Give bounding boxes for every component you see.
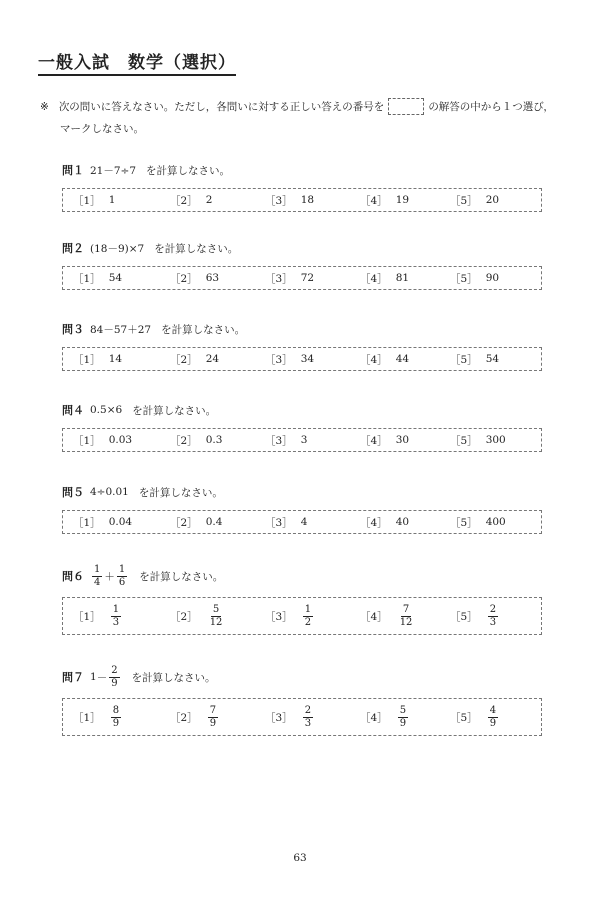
question-instruction: を計算しなさい。 — [146, 164, 231, 177]
option-value: 54 — [485, 353, 500, 365]
option-value: 24 — [205, 353, 220, 365]
option-2[interactable] — [170, 604, 265, 629]
option-3[interactable] — [265, 604, 360, 629]
option-3[interactable] — [265, 515, 360, 530]
question-label: 問４ — [62, 404, 84, 417]
option-fraction — [111, 705, 121, 730]
operator: ＋ — [104, 570, 115, 583]
operator: － — [96, 671, 108, 684]
answer-options — [62, 698, 542, 736]
question-5 — [62, 482, 542, 534]
question-2 — [62, 238, 542, 290]
denominator: 3 — [112, 616, 120, 628]
denominator: 12 — [209, 616, 223, 628]
denominator: 4 — [94, 576, 101, 588]
question-label: 問７ — [62, 671, 84, 684]
option-4[interactable] — [360, 604, 450, 629]
option-3[interactable] — [265, 352, 360, 367]
answer-options — [62, 188, 542, 212]
option-number: ［5］ — [450, 194, 478, 207]
option-2[interactable] — [170, 352, 265, 367]
option-value: 14 — [108, 353, 123, 365]
question-expression: 0.5×6 — [90, 404, 123, 416]
option-number: ［2］ — [170, 272, 198, 285]
option-number: ［5］ — [450, 610, 478, 623]
answer-options — [62, 510, 542, 534]
numerator: 1 — [304, 603, 312, 615]
question-expression — [90, 665, 216, 690]
option-fraction — [398, 604, 415, 629]
option-value: 81 — [395, 272, 410, 284]
page-number: 63 — [293, 852, 307, 864]
fraction — [117, 564, 127, 589]
option-value: 90 — [485, 272, 500, 284]
numerator: 8 — [112, 704, 120, 716]
numerator: 5 — [212, 603, 220, 615]
question-expression: 84－57＋27 — [90, 323, 152, 336]
option-4[interactable] — [360, 705, 450, 730]
option-number: ［5］ — [450, 353, 478, 366]
page-title: 一般入試 数学（選択） — [38, 48, 236, 76]
denominator: 3 — [489, 616, 497, 628]
question-3 — [62, 319, 542, 371]
option-number: ［1］ — [73, 194, 101, 207]
option-number: ［3］ — [265, 353, 293, 366]
question-label: 問３ — [62, 323, 84, 336]
instructions-part3: マークしなさい。 — [60, 123, 144, 135]
option-number: ［2］ — [170, 194, 198, 207]
question-instruction: を計算しなさい。 — [132, 404, 217, 417]
whole-number: 1 — [90, 671, 97, 683]
option-number: ［4］ — [360, 272, 388, 285]
question-label: 問２ — [62, 242, 84, 255]
option-number: ［1］ — [73, 610, 101, 623]
option-number: ［4］ — [360, 353, 388, 366]
denominator: 6 — [118, 576, 126, 588]
question-label: 問５ — [62, 486, 84, 499]
option-number: ［5］ — [450, 711, 478, 724]
option-number: ［3］ — [265, 434, 293, 447]
option-5[interactable] — [450, 271, 499, 286]
option-number: ［3］ — [265, 711, 293, 724]
option-number: ［2］ — [170, 610, 198, 623]
answer-options — [62, 266, 542, 290]
numerator: 1 — [118, 563, 126, 575]
question-4 — [62, 400, 542, 452]
option-value: 2 — [205, 194, 213, 206]
option-value: 44 — [395, 353, 410, 365]
question-label: 問６ — [62, 570, 84, 583]
option-1[interactable] — [73, 705, 170, 730]
option-5[interactable] — [450, 705, 500, 730]
option-5[interactable] — [450, 515, 506, 530]
option-number: ［2］ — [170, 516, 198, 529]
numerator: 2 — [304, 704, 312, 716]
option-value: 20 — [485, 194, 500, 206]
answer-options — [62, 428, 542, 452]
option-value: 0.3 — [205, 434, 223, 446]
option-4[interactable] — [360, 271, 450, 286]
option-2[interactable] — [170, 433, 265, 448]
option-5[interactable] — [450, 193, 499, 208]
option-value: 40 — [395, 516, 410, 528]
numerator: 2 — [111, 664, 118, 676]
option-2[interactable] — [170, 515, 265, 530]
option-value: 1 — [108, 194, 116, 206]
option-1[interactable] — [73, 352, 170, 367]
option-number: ［3］ — [265, 272, 293, 285]
option-fraction — [111, 604, 121, 629]
denominator: 9 — [111, 677, 118, 689]
option-value: 3 — [300, 434, 308, 446]
option-value: 0.03 — [108, 434, 133, 446]
option-number: ［2］ — [170, 711, 198, 724]
option-fraction — [303, 604, 313, 629]
option-2[interactable] — [170, 271, 265, 286]
option-3[interactable] — [265, 705, 360, 730]
option-number: ［2］ — [170, 434, 198, 447]
question-expression: 4÷0.01 — [90, 486, 129, 498]
question-instruction: を計算しなさい。 — [131, 671, 216, 684]
instructions-part2: の解答の中から１つ選び， — [428, 101, 554, 113]
option-number: ［3］ — [265, 610, 293, 623]
option-number: ［5］ — [450, 272, 478, 285]
option-1[interactable] — [73, 193, 170, 208]
option-number: ［1］ — [73, 353, 101, 366]
numerator: 1 — [112, 603, 120, 615]
numerator: 7 — [402, 603, 410, 615]
option-value: 54 — [108, 272, 123, 284]
option-number: ［4］ — [360, 434, 388, 447]
option-value: 34 — [300, 353, 315, 365]
option-fraction — [488, 705, 498, 730]
question-instruction: を計算しなさい。 — [154, 242, 239, 255]
option-value: 18 — [300, 194, 315, 206]
numerator: 1 — [94, 563, 101, 575]
option-5[interactable] — [450, 604, 500, 629]
denominator: 2 — [304, 616, 312, 628]
option-number: ［3］ — [265, 516, 293, 529]
fraction — [109, 665, 119, 690]
option-3[interactable] — [265, 433, 360, 448]
instructions — [40, 96, 570, 140]
option-5[interactable] — [450, 352, 499, 367]
option-fraction — [303, 705, 313, 730]
option-5[interactable] — [450, 433, 506, 448]
option-number: ［4］ — [360, 711, 388, 724]
denominator: 3 — [304, 717, 312, 729]
instructions-part1: 次の問いに答えなさい。ただし，各問いに対する正しい答えの番号を — [58, 101, 385, 113]
denominator: 9 — [209, 717, 217, 729]
question-label: 問１ — [62, 164, 84, 177]
option-1[interactable] — [73, 433, 170, 448]
option-value: 63 — [205, 272, 220, 284]
option-value: 300 — [485, 434, 506, 446]
option-value: 4 — [300, 516, 308, 528]
option-value: 0.04 — [108, 516, 133, 528]
option-3[interactable] — [265, 271, 360, 286]
option-number: ［4］ — [360, 516, 388, 529]
denominator: 9 — [489, 717, 497, 729]
option-3[interactable] — [265, 193, 360, 208]
question-6 — [62, 563, 542, 635]
question-7 — [62, 664, 542, 736]
option-number: ［1］ — [73, 272, 101, 285]
option-2[interactable] — [170, 705, 265, 730]
numerator: 2 — [489, 603, 497, 615]
option-number: ［1］ — [73, 711, 101, 724]
option-number: ［3］ — [265, 194, 293, 207]
question-1 — [62, 160, 542, 212]
option-number: ［2］ — [170, 353, 198, 366]
option-fraction — [208, 705, 218, 730]
numerator: 4 — [489, 704, 497, 716]
denominator: 9 — [399, 717, 407, 729]
option-fraction — [208, 604, 225, 629]
option-1[interactable] — [73, 604, 170, 629]
option-2[interactable] — [170, 193, 265, 208]
question-instruction: を計算しなさい。 — [161, 323, 246, 336]
option-fraction — [488, 604, 498, 629]
option-number: ［5］ — [450, 434, 478, 447]
question-expression: 21－7÷7 — [90, 164, 137, 177]
option-value: 30 — [395, 434, 410, 446]
option-1[interactable] — [73, 271, 170, 286]
option-number: ［5］ — [450, 516, 478, 529]
note-mark: ※ — [40, 101, 49, 113]
option-value: 400 — [485, 516, 506, 528]
option-1[interactable] — [73, 515, 170, 530]
numerator: 5 — [399, 704, 407, 716]
option-number: ［1］ — [73, 516, 101, 529]
question-expression — [90, 564, 223, 589]
option-4[interactable] — [360, 193, 450, 208]
option-value: 0.4 — [205, 516, 223, 528]
answer-options — [62, 597, 542, 635]
option-number: ［4］ — [360, 610, 388, 623]
option-4[interactable] — [360, 352, 450, 367]
question-expression: (18－9)×7 — [90, 242, 145, 255]
option-value: 19 — [395, 194, 410, 206]
option-number: ［4］ — [360, 194, 388, 207]
option-value: 72 — [300, 272, 315, 284]
answer-options — [62, 347, 542, 371]
option-4[interactable] — [360, 433, 450, 448]
denominator: 9 — [112, 717, 120, 729]
denominator: 12 — [399, 616, 413, 628]
numerator: 7 — [209, 704, 217, 716]
question-instruction: を計算しなさい。 — [139, 570, 224, 583]
option-4[interactable] — [360, 515, 450, 530]
question-instruction: を計算しなさい。 — [138, 486, 223, 499]
fraction — [92, 564, 102, 589]
option-number: ［1］ — [73, 434, 101, 447]
answer-blank-box — [388, 98, 424, 115]
option-fraction — [398, 705, 408, 730]
